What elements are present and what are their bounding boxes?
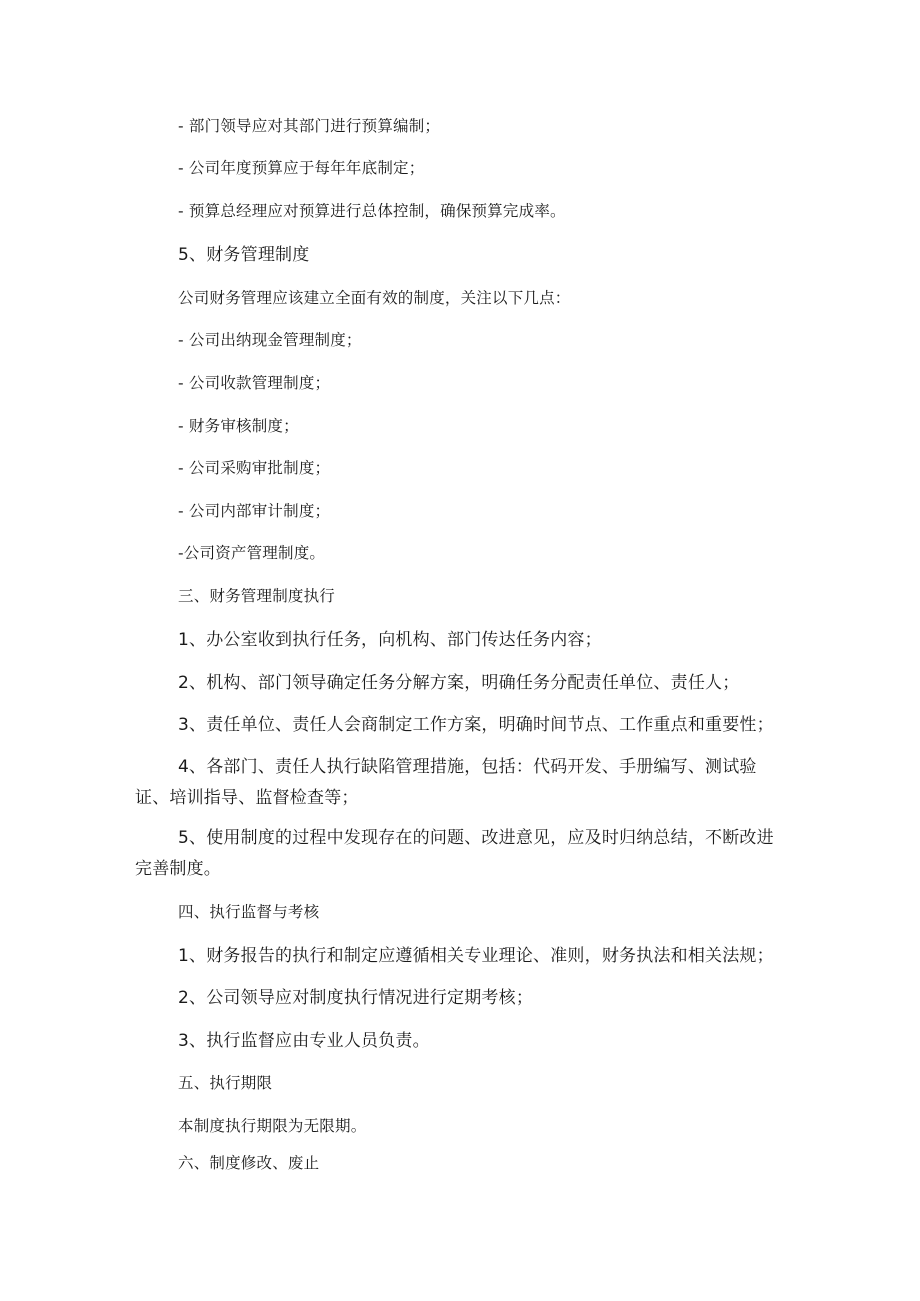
section-heading-supervision: 四、执行监督与考核 bbox=[178, 903, 320, 921]
supervision-item-3: 3、执行监督应由专业人员负责。 bbox=[178, 1031, 430, 1051]
audit-review-item: - 财务审核制度； bbox=[178, 417, 299, 435]
internal-audit-item: - 公司内部审计制度； bbox=[178, 502, 331, 520]
execution-item-5: 5、使用制度的过程中发现存在的问题、改进意见，应及时归纳总结，不断改进完善制度。 bbox=[135, 828, 774, 879]
term-content: 本制度执行期限为无限期。 bbox=[178, 1117, 367, 1135]
collection-item: - 公司收款管理制度； bbox=[178, 374, 331, 392]
cashier-item: - 公司出纳现金管理制度； bbox=[178, 331, 362, 349]
supervision-item-1: 1、财务报告的执行和制定应遵循相关专业理论、准则，财务执法和相关法规； bbox=[178, 946, 774, 966]
section-heading-execution: 三、财务管理制度执行 bbox=[178, 587, 336, 605]
budget-dept-item: - 部门领导应对其部门进行预算编制； bbox=[178, 117, 441, 135]
supervision-item-2: 2、公司领导应对制度执行情况进行定期考核； bbox=[178, 988, 534, 1008]
finance-system-intro: 公司财务管理应该建立全面有效的制度，关注以下几点： bbox=[178, 289, 571, 307]
purchase-approval-item: - 公司采购审批制度； bbox=[178, 459, 331, 477]
budget-control-item: - 预算总经理应对预算进行总体控制，确保预算完成率。 bbox=[178, 202, 566, 220]
section-heading-finance-system: 5、财务管理制度 bbox=[178, 245, 310, 265]
execution-item-2: 2、机构、部门领导确定任务分解方案，明确任务分配责任单位、责任人； bbox=[178, 673, 740, 693]
asset-management-item: -公司资产管理制度。 bbox=[178, 544, 326, 562]
execution-item-4: 4、各部门、责任人执行缺陷管理措施，包括：代码开发、手册编写、测试验证、培训指导、监督检查等； bbox=[135, 757, 757, 808]
section-heading-amendment: 六、制度修改、废止 bbox=[178, 1154, 320, 1172]
execution-item-1: 1、办公室收到执行任务，向机构、部门传达任务内容； bbox=[178, 630, 602, 650]
section-heading-term: 五、执行期限 bbox=[178, 1074, 273, 1092]
budget-annual-item: - 公司年度预算应于每年年底制定； bbox=[178, 159, 425, 177]
execution-item-3: 3、责任单位、责任人会商制定工作方案，明确时间节点、工作重点和重要性； bbox=[178, 715, 774, 735]
